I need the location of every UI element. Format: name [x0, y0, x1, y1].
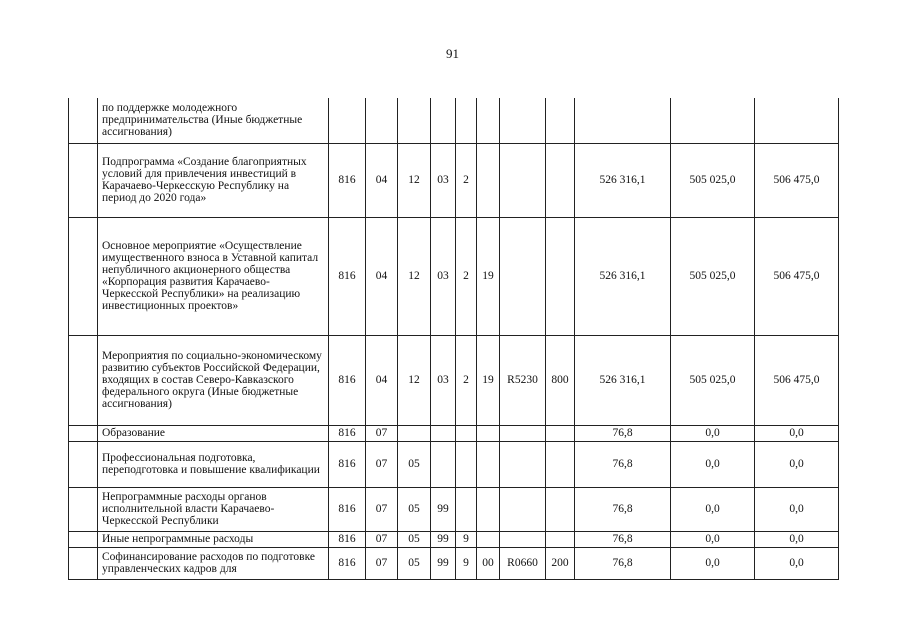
row-index-cell [69, 217, 98, 335]
amount-year-1: 526 316,1 [575, 335, 671, 425]
code-direction [500, 217, 546, 335]
amount-year-1: 76,8 [575, 487, 671, 531]
code-ministry [329, 98, 366, 143]
code-section: 07 [366, 425, 398, 441]
budget-table-wrapper [68, 98, 839, 580]
code-event: 19 [477, 217, 500, 335]
code-subsection [398, 98, 431, 143]
row-name: Непрограммные расходы органов исполнительной власти Карачаево-Черкесской Республики [98, 487, 329, 531]
row-index-cell [69, 531, 98, 547]
code-program: 99 [431, 487, 456, 531]
code-subprogram: 2 [456, 217, 477, 335]
code-program [431, 98, 456, 143]
code-expense-type [546, 487, 575, 531]
code-section: 04 [366, 335, 398, 425]
table-row [69, 335, 839, 425]
page-number: 91 [446, 46, 459, 61]
code-direction: R5230 [500, 335, 546, 425]
table-row [69, 217, 839, 335]
code-subprogram [456, 425, 477, 441]
code-subsection [398, 425, 431, 441]
amount-year-2: 0,0 [671, 425, 755, 441]
row-name: Мероприятия по социально-экономическому развитию субъектов Российской Федерации, входящих в состав Северо-Кавказского федерального округа (Иные бюджетные ассигнования) [98, 335, 329, 425]
amount-year-3: 506 475,0 [755, 335, 839, 425]
amount-year-2: 505 025,0 [671, 335, 755, 425]
code-event: 19 [477, 335, 500, 425]
code-subsection: 12 [398, 217, 431, 335]
amount-year-1 [575, 98, 671, 143]
row-index-cell [69, 98, 98, 143]
code-subprogram: 9 [456, 531, 477, 547]
code-ministry: 816 [329, 425, 366, 441]
row-name: Иные непрограммные расходы [98, 531, 329, 547]
code-event [477, 98, 500, 143]
amount-year-1: 526 316,1 [575, 217, 671, 335]
row-index-cell [69, 335, 98, 425]
code-section: 07 [366, 531, 398, 547]
code-program [431, 441, 456, 487]
code-event [477, 425, 500, 441]
code-expense-type [546, 217, 575, 335]
code-ministry: 816 [329, 143, 366, 217]
code-section: 07 [366, 441, 398, 487]
row-name: Образование [98, 425, 329, 441]
code-direction [500, 441, 546, 487]
budget-table [68, 98, 839, 580]
code-event [477, 441, 500, 487]
code-program: 99 [431, 531, 456, 547]
code-direction [500, 531, 546, 547]
code-ministry: 816 [329, 335, 366, 425]
code-subprogram: 9 [456, 547, 477, 579]
amount-year-1: 526 316,1 [575, 143, 671, 217]
code-expense-type [546, 98, 575, 143]
amount-year-1: 76,8 [575, 425, 671, 441]
code-subsection: 05 [398, 441, 431, 487]
amount-year-2: 505 025,0 [671, 143, 755, 217]
amount-year-2: 0,0 [671, 547, 755, 579]
code-ministry: 816 [329, 531, 366, 547]
code-expense-type [546, 143, 575, 217]
code-direction: R0660 [500, 547, 546, 579]
code-direction [500, 143, 546, 217]
code-ministry: 816 [329, 441, 366, 487]
table-row [69, 441, 839, 487]
code-subprogram [456, 441, 477, 487]
code-subprogram [456, 98, 477, 143]
table-row [69, 98, 839, 143]
table-row [69, 143, 839, 217]
code-direction [500, 98, 546, 143]
code-subsection: 12 [398, 335, 431, 425]
code-section: 04 [366, 217, 398, 335]
code-direction [500, 487, 546, 531]
amount-year-2 [671, 98, 755, 143]
row-name: Основное мероприятие «Осуществление имущественного взноса в Уставной капитал непубличного акционерного общества «Корпорация развития Карачаево-Черкесской Республики» на реализацию инвестиционных проектов» [98, 217, 329, 335]
row-name: Подпрограмма «Создание благоприятных условий для привлечения инвестиций в Карачаево-Черкесскую Республику на период до 2020 года» [98, 143, 329, 217]
code-expense-type: 800 [546, 335, 575, 425]
code-subsection: 12 [398, 143, 431, 217]
code-section: 07 [366, 547, 398, 579]
code-event: 00 [477, 547, 500, 579]
amount-year-3: 0,0 [755, 531, 839, 547]
amount-year-3: 506 475,0 [755, 217, 839, 335]
code-program: 03 [431, 143, 456, 217]
code-section [366, 98, 398, 143]
amount-year-2: 0,0 [671, 441, 755, 487]
code-subsection: 05 [398, 487, 431, 531]
row-name: Профессиональная подготовка, переподготовка и повышение квалификации [98, 441, 329, 487]
code-event [477, 143, 500, 217]
code-program: 99 [431, 547, 456, 579]
code-section: 04 [366, 143, 398, 217]
code-subprogram: 2 [456, 143, 477, 217]
table-row [69, 487, 839, 531]
row-index-cell [69, 441, 98, 487]
code-expense-type [546, 531, 575, 547]
amount-year-2: 505 025,0 [671, 217, 755, 335]
amount-year-3 [755, 98, 839, 143]
row-name: Софинансирование расходов по подготовке управленческих кадров для [98, 547, 329, 579]
amount-year-1: 76,8 [575, 531, 671, 547]
table-row [69, 531, 839, 547]
code-ministry: 816 [329, 487, 366, 531]
row-index-cell [69, 547, 98, 579]
code-program: 03 [431, 335, 456, 425]
amount-year-2: 0,0 [671, 531, 755, 547]
row-index-cell [69, 425, 98, 441]
amount-year-3: 0,0 [755, 441, 839, 487]
amount-year-3: 0,0 [755, 487, 839, 531]
table-row [69, 547, 839, 579]
code-subsection: 05 [398, 547, 431, 579]
row-index-cell [69, 143, 98, 217]
row-name: по поддержке молодежного предпринимательства (Иные бюджетные ассигнования) [98, 98, 329, 143]
code-expense-type [546, 425, 575, 441]
code-expense-type: 200 [546, 547, 575, 579]
code-program: 03 [431, 217, 456, 335]
amount-year-3: 0,0 [755, 547, 839, 579]
code-event [477, 531, 500, 547]
code-event [477, 487, 500, 531]
amount-year-3: 0,0 [755, 425, 839, 441]
code-expense-type [546, 441, 575, 487]
table-row [69, 425, 839, 441]
amount-year-1: 76,8 [575, 547, 671, 579]
code-program [431, 425, 456, 441]
code-subprogram: 2 [456, 335, 477, 425]
code-ministry: 816 [329, 547, 366, 579]
code-ministry: 816 [329, 217, 366, 335]
amount-year-2: 0,0 [671, 487, 755, 531]
code-direction [500, 425, 546, 441]
amount-year-1: 76,8 [575, 441, 671, 487]
code-subprogram [456, 487, 477, 531]
row-index-cell [69, 487, 98, 531]
code-subsection: 05 [398, 531, 431, 547]
code-section: 07 [366, 487, 398, 531]
amount-year-3: 506 475,0 [755, 143, 839, 217]
